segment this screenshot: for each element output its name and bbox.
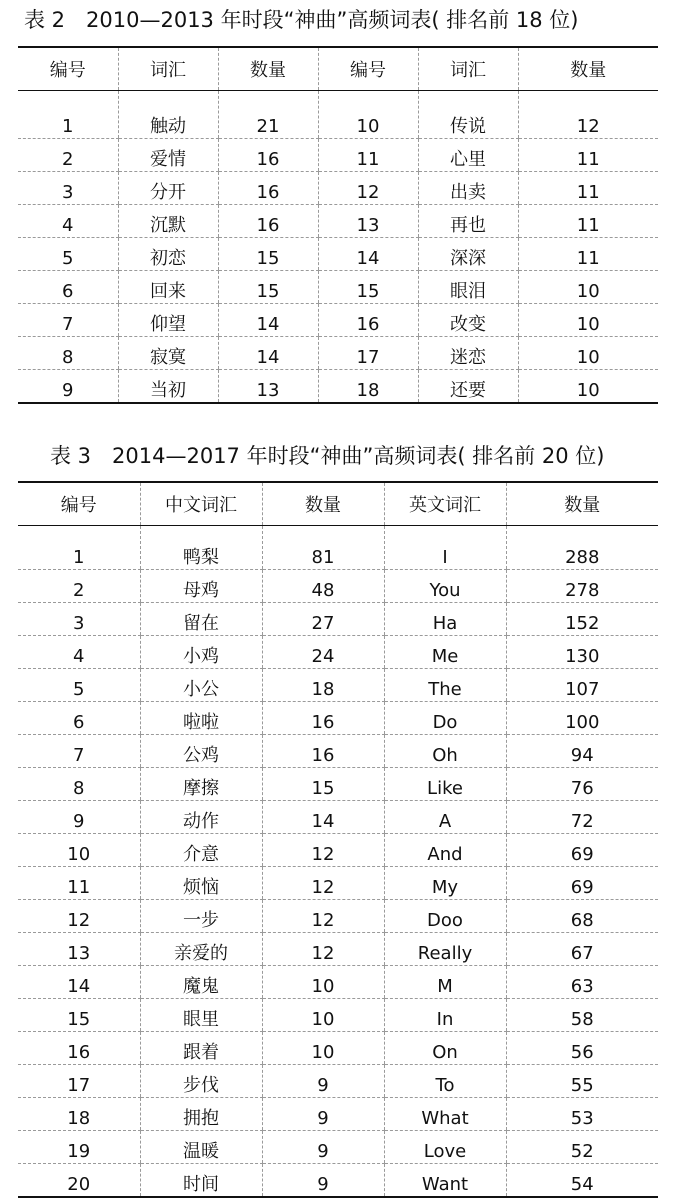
cell-count: 58 <box>506 999 658 1032</box>
cell-count: 69 <box>506 867 658 900</box>
col-header-word: 词汇 <box>418 47 518 91</box>
cell-count: 53 <box>506 1098 658 1131</box>
cell-id: 4 <box>18 636 140 669</box>
cell-id: 14 <box>318 238 418 271</box>
table-row <box>18 1065 658 1098</box>
cell-id: 20 <box>18 1164 140 1198</box>
cell-word: 寂寞 <box>118 337 218 370</box>
cell-id: 5 <box>18 238 118 271</box>
table-row <box>18 801 658 834</box>
cell-count: 27 <box>262 603 384 636</box>
cell-id: 6 <box>18 271 118 304</box>
cell-count: 10 <box>262 999 384 1032</box>
cell-word: 还要 <box>418 370 518 404</box>
cell-chinese-word: 跟着 <box>140 1032 262 1065</box>
cell-id: 18 <box>18 1098 140 1131</box>
cell-count: 11 <box>518 139 658 172</box>
cell-id: 10 <box>18 834 140 867</box>
cell-id: 13 <box>18 933 140 966</box>
cell-id: 8 <box>18 768 140 801</box>
table-row <box>18 172 658 205</box>
cell-id: 1 <box>18 91 118 139</box>
cell-chinese-word: 啦啦 <box>140 702 262 735</box>
cell-chinese-word: 温暖 <box>140 1131 262 1164</box>
cell-word: 再也 <box>418 205 518 238</box>
cell-chinese-word: 鸭梨 <box>140 526 262 570</box>
col-header-id: 编号 <box>18 47 118 91</box>
cell-count: 12 <box>262 933 384 966</box>
cell-english-word: The <box>384 669 506 702</box>
cell-word: 爱情 <box>118 139 218 172</box>
cell-count: 16 <box>218 172 318 205</box>
cell-english-word: To <box>384 1065 506 1098</box>
cell-word: 传说 <box>418 91 518 139</box>
cell-count: 10 <box>518 271 658 304</box>
cell-count: 288 <box>506 526 658 570</box>
table-row <box>18 370 658 404</box>
cell-count: 81 <box>262 526 384 570</box>
cell-count: 72 <box>506 801 658 834</box>
cell-id: 2 <box>18 570 140 603</box>
cell-word: 分开 <box>118 172 218 205</box>
table-row <box>18 205 658 238</box>
cell-word: 深深 <box>418 238 518 271</box>
table-row <box>18 669 658 702</box>
cell-count: 10 <box>518 304 658 337</box>
cell-chinese-word: 小公 <box>140 669 262 702</box>
col-header-english-word: 英文词汇 <box>384 482 506 526</box>
table-row <box>18 570 658 603</box>
cell-count: 11 <box>518 172 658 205</box>
cell-count: 100 <box>506 702 658 735</box>
cell-count: 278 <box>506 570 658 603</box>
cell-count: 9 <box>262 1131 384 1164</box>
cell-id: 7 <box>18 304 118 337</box>
cell-id: 5 <box>18 669 140 702</box>
col-header-count: 数量 <box>518 47 658 91</box>
cell-id: 4 <box>18 205 118 238</box>
cell-id: 13 <box>318 205 418 238</box>
table-row <box>18 304 658 337</box>
cell-word: 初恋 <box>118 238 218 271</box>
cell-english-word: A <box>384 801 506 834</box>
cell-word: 沉默 <box>118 205 218 238</box>
cell-count: 12 <box>262 834 384 867</box>
cell-id: 17 <box>318 337 418 370</box>
cell-chinese-word: 介意 <box>140 834 262 867</box>
table2-caption: 表 2 2010—2013 年时段“神曲”高频词表( 排名前 18 位) <box>24 8 579 32</box>
cell-id: 11 <box>18 867 140 900</box>
cell-english-word: In <box>384 999 506 1032</box>
cell-count: 15 <box>218 238 318 271</box>
cell-count: 13 <box>218 370 318 404</box>
table-row <box>18 900 658 933</box>
cell-id: 17 <box>18 1065 140 1098</box>
cell-count: 48 <box>262 570 384 603</box>
table-row <box>18 1098 658 1131</box>
table-row <box>18 702 658 735</box>
table-row <box>18 768 658 801</box>
cell-id: 7 <box>18 735 140 768</box>
col-header-chinese-word: 中文词汇 <box>140 482 262 526</box>
cell-chinese-word: 公鸡 <box>140 735 262 768</box>
cell-id: 15 <box>18 999 140 1032</box>
cell-english-word: What <box>384 1098 506 1131</box>
cell-english-word: Want <box>384 1164 506 1198</box>
cell-count: 16 <box>262 735 384 768</box>
cell-count: 10 <box>262 966 384 999</box>
table3-word-frequency <box>18 481 658 1198</box>
cell-chinese-word: 烦恼 <box>140 867 262 900</box>
table-row <box>18 526 658 570</box>
table-row <box>18 337 658 370</box>
cell-count: 16 <box>218 139 318 172</box>
table2-word-frequency <box>18 46 658 404</box>
cell-english-word: Oh <box>384 735 506 768</box>
col-header-count: 数量 <box>506 482 658 526</box>
col-header-word: 词汇 <box>118 47 218 91</box>
cell-word: 改变 <box>418 304 518 337</box>
cell-english-word: You <box>384 570 506 603</box>
cell-word: 当初 <box>118 370 218 404</box>
col-header-count: 数量 <box>262 482 384 526</box>
cell-count: 94 <box>506 735 658 768</box>
cell-id: 18 <box>318 370 418 404</box>
cell-count: 55 <box>506 1065 658 1098</box>
cell-count: 14 <box>218 337 318 370</box>
cell-word: 出卖 <box>418 172 518 205</box>
table-row <box>18 271 658 304</box>
cell-word: 触动 <box>118 91 218 139</box>
cell-count: 9 <box>262 1098 384 1131</box>
cell-count: 15 <box>262 768 384 801</box>
cell-word: 眼泪 <box>418 271 518 304</box>
cell-word: 仰望 <box>118 304 218 337</box>
cell-id: 16 <box>318 304 418 337</box>
cell-count: 9 <box>262 1065 384 1098</box>
cell-chinese-word: 留在 <box>140 603 262 636</box>
cell-id: 9 <box>18 370 118 404</box>
cell-chinese-word: 眼里 <box>140 999 262 1032</box>
col-header-id: 编号 <box>18 482 140 526</box>
cell-count: 16 <box>218 205 318 238</box>
cell-chinese-word: 步伐 <box>140 1065 262 1098</box>
cell-count: 67 <box>506 933 658 966</box>
cell-count: 56 <box>506 1032 658 1065</box>
cell-count: 10 <box>518 337 658 370</box>
cell-id: 3 <box>18 172 118 205</box>
table-row <box>18 966 658 999</box>
cell-english-word: Really <box>384 933 506 966</box>
cell-count: 14 <box>262 801 384 834</box>
cell-count: 9 <box>262 1164 384 1198</box>
table-row <box>18 999 658 1032</box>
cell-english-word: Like <box>384 768 506 801</box>
cell-count: 14 <box>218 304 318 337</box>
cell-id: 11 <box>318 139 418 172</box>
cell-chinese-word: 一步 <box>140 900 262 933</box>
cell-count: 12 <box>262 900 384 933</box>
cell-chinese-word: 动作 <box>140 801 262 834</box>
cell-count: 76 <box>506 768 658 801</box>
cell-count: 130 <box>506 636 658 669</box>
table-row <box>18 933 658 966</box>
cell-chinese-word: 时间 <box>140 1164 262 1198</box>
table-row <box>18 139 658 172</box>
table3-caption: 表 3 2014—2017 年时段“神曲”高频词表( 排名前 20 位) <box>50 444 605 468</box>
table-row <box>18 91 658 139</box>
cell-count: 16 <box>262 702 384 735</box>
cell-count: 10 <box>518 370 658 404</box>
cell-count: 15 <box>218 271 318 304</box>
cell-id: 19 <box>18 1131 140 1164</box>
table-row <box>18 238 658 271</box>
cell-chinese-word: 母鸡 <box>140 570 262 603</box>
cell-english-word: Ha <box>384 603 506 636</box>
cell-english-word: My <box>384 867 506 900</box>
cell-count: 52 <box>506 1131 658 1164</box>
table3-header-row <box>18 482 658 526</box>
cell-english-word: On <box>384 1032 506 1065</box>
cell-count: 11 <box>518 205 658 238</box>
cell-english-word: Love <box>384 1131 506 1164</box>
cell-count: 18 <box>262 669 384 702</box>
cell-english-word: Doo <box>384 900 506 933</box>
cell-count: 69 <box>506 834 658 867</box>
cell-id: 9 <box>18 801 140 834</box>
cell-english-word: Do <box>384 702 506 735</box>
cell-count: 24 <box>262 636 384 669</box>
cell-id: 1 <box>18 526 140 570</box>
cell-chinese-word: 摩擦 <box>140 768 262 801</box>
cell-id: 14 <box>18 966 140 999</box>
cell-id: 12 <box>18 900 140 933</box>
table2-header-row <box>18 47 658 91</box>
cell-count: 152 <box>506 603 658 636</box>
cell-id: 15 <box>318 271 418 304</box>
col-header-id: 编号 <box>318 47 418 91</box>
cell-count: 107 <box>506 669 658 702</box>
cell-chinese-word: 魔鬼 <box>140 966 262 999</box>
cell-id: 8 <box>18 337 118 370</box>
cell-chinese-word: 亲爱的 <box>140 933 262 966</box>
table-row <box>18 1032 658 1065</box>
cell-id: 10 <box>318 91 418 139</box>
cell-word: 迷恋 <box>418 337 518 370</box>
cell-id: 3 <box>18 603 140 636</box>
cell-id: 6 <box>18 702 140 735</box>
cell-chinese-word: 拥抱 <box>140 1098 262 1131</box>
table-row <box>18 867 658 900</box>
cell-id: 12 <box>318 172 418 205</box>
table-row <box>18 1131 658 1164</box>
cell-count: 12 <box>262 867 384 900</box>
cell-id: 2 <box>18 139 118 172</box>
cell-count: 21 <box>218 91 318 139</box>
cell-english-word: I <box>384 526 506 570</box>
cell-word: 回来 <box>118 271 218 304</box>
table-row <box>18 636 658 669</box>
cell-english-word: M <box>384 966 506 999</box>
cell-count: 63 <box>506 966 658 999</box>
cell-chinese-word: 小鸡 <box>140 636 262 669</box>
table-row <box>18 1164 658 1198</box>
cell-word: 心里 <box>418 139 518 172</box>
table-row <box>18 735 658 768</box>
cell-english-word: And <box>384 834 506 867</box>
cell-count: 68 <box>506 900 658 933</box>
cell-english-word: Me <box>384 636 506 669</box>
table-row <box>18 834 658 867</box>
col-header-count: 数量 <box>218 47 318 91</box>
cell-count: 54 <box>506 1164 658 1198</box>
cell-count: 10 <box>262 1032 384 1065</box>
cell-count: 11 <box>518 238 658 271</box>
table-row <box>18 603 658 636</box>
cell-count: 12 <box>518 91 658 139</box>
cell-id: 16 <box>18 1032 140 1065</box>
